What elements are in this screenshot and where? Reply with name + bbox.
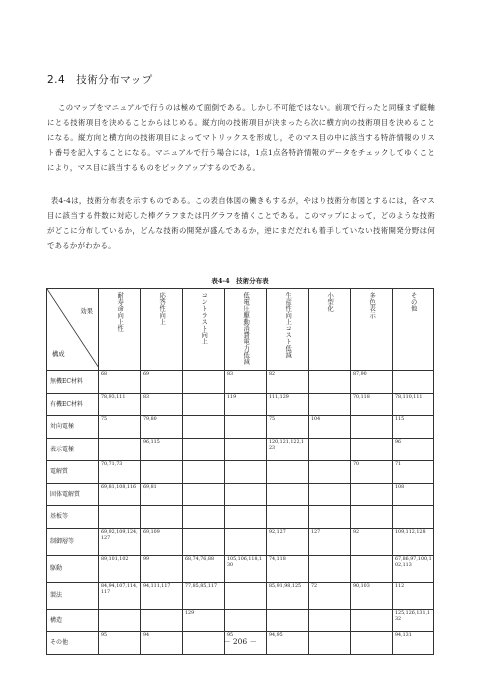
- table-cell: 92,127: [267, 528, 309, 555]
- table-cell: [141, 506, 183, 529]
- table-cell: [309, 555, 351, 582]
- table-cell: 94: [141, 632, 183, 655]
- table-cell: 74,118: [267, 555, 309, 582]
- table-cell: 95: [225, 632, 267, 655]
- table-cell: 69,81: [141, 483, 183, 506]
- table-cell: 68,74,76,88: [183, 555, 225, 582]
- table-cell: 89,101,102: [99, 555, 141, 582]
- table-cell: 83: [141, 393, 183, 416]
- column-header: [309, 289, 351, 371]
- table-cell: [351, 609, 393, 632]
- table-cell: [351, 483, 393, 506]
- table-row: [47, 506, 434, 529]
- table-cell: [183, 506, 225, 529]
- table-row: [47, 609, 434, 632]
- table-cell: 104: [309, 416, 351, 439]
- table-cell: [309, 371, 351, 394]
- table-cell: [225, 461, 267, 484]
- table-cell: 112: [393, 582, 434, 609]
- row-label: 対向電極: [47, 416, 99, 439]
- table-cell: 82: [267, 371, 309, 394]
- table-cell: [225, 528, 267, 555]
- table-cell: [267, 609, 309, 632]
- table-cell: 94,95: [267, 632, 309, 655]
- table-cell: [141, 609, 183, 632]
- table-header-row: [47, 289, 434, 371]
- column-header: [225, 289, 267, 371]
- table-cell: 69,81,108,116: [99, 483, 141, 506]
- table-cell: [183, 393, 225, 416]
- table-cell: 67,86,97,100,102,113: [393, 555, 434, 582]
- column-header-text: 低電圧駆動消費電力低減: [242, 292, 250, 365]
- table-row: [47, 461, 434, 484]
- table-cell: 75: [267, 416, 309, 439]
- row-label: 制御層等: [47, 528, 99, 555]
- table-cell: [141, 461, 183, 484]
- table-cell: [393, 506, 434, 529]
- table-cell: [99, 609, 141, 632]
- table-cell: [225, 582, 267, 609]
- table-cell: 129: [183, 609, 225, 632]
- table-cell: [183, 438, 225, 461]
- table-cell: 120,121,122,123: [267, 438, 309, 461]
- column-header-text: コントラスト向上: [200, 292, 208, 345]
- column-header: [141, 289, 183, 371]
- table-caption: 表4-4 技術分布表: [211, 277, 269, 285]
- table-cell: 119: [225, 393, 267, 416]
- table-cell: 109,112,128: [393, 528, 434, 555]
- table-cell: [309, 506, 351, 529]
- table-cell: 72: [309, 582, 351, 609]
- table-cell: [225, 438, 267, 461]
- row-label: 製法: [47, 582, 99, 609]
- table-row: [47, 555, 434, 582]
- table-cell: 96: [393, 438, 434, 461]
- table-cell: 85,91,98,125: [267, 582, 309, 609]
- table-corner-cell: [47, 289, 99, 371]
- table-cell: 90,103: [351, 582, 393, 609]
- table-cell: [309, 438, 351, 461]
- table-cell: 79,80: [141, 416, 183, 439]
- table-cell: 77,85,85,117: [183, 582, 225, 609]
- column-header: [267, 289, 309, 371]
- row-label: 有機EC材料: [47, 393, 99, 416]
- paragraph-text: 表4-4は，技術分布表を示すものである。この表自体図の働きもするが，やはり技術分布図とするには，各マス目に該当する件数に対応した棒グラフまたは円グラフを描くことである。このマップによって，どのような技術がどこに分布しているか，どんな技術の開発が盛んであるか，逆にまだだれも着手していない技術開発分野は何であるかがわかる。: [47, 196, 435, 250]
- page-number: － 206 －: [222, 637, 258, 646]
- table-cell: 94,111,117: [141, 582, 183, 609]
- column-header: [99, 289, 141, 371]
- table-cell: 95: [99, 632, 141, 655]
- table-cell: 71: [393, 461, 434, 484]
- row-label: 表示電極: [47, 438, 99, 461]
- table-cell: 69,92,109,124,127: [99, 528, 141, 555]
- column-header-text: 耐寿命向上性: [116, 292, 124, 332]
- table-cell: 83: [225, 371, 267, 394]
- table-cell: 105,106,118,130: [225, 555, 267, 582]
- column-header-text: 生産性向上コスト低減: [284, 292, 292, 358]
- row-label: 駆動: [47, 555, 99, 582]
- table-cell: 78,110,111: [393, 393, 434, 416]
- table-cell: 75: [99, 416, 141, 439]
- table-row: [47, 371, 434, 394]
- table-cell: 70: [351, 461, 393, 484]
- table-cell: 70,118: [351, 393, 393, 416]
- table-cell: [309, 483, 351, 506]
- table-cell: [225, 483, 267, 506]
- technology-distribution-table: [46, 288, 434, 655]
- body-paragraph-2: [47, 194, 435, 254]
- table-cell: 96,115: [141, 438, 183, 461]
- column-header: [393, 289, 434, 371]
- table-cell: 111,129: [267, 393, 309, 416]
- table-cell: [351, 416, 393, 439]
- table-cell: 69,109: [141, 528, 183, 555]
- table-cell: [225, 506, 267, 529]
- column-header-text: 多色表示: [368, 292, 376, 319]
- table-cell: [183, 483, 225, 506]
- table-cell: 84,94,107,114,117: [99, 582, 141, 609]
- table-cell: 78,93,111: [99, 393, 141, 416]
- table-cell: [267, 506, 309, 529]
- table-row: [47, 528, 434, 555]
- table-cell: 108: [393, 483, 434, 506]
- table-cell: 68: [99, 371, 141, 394]
- table-cell: [309, 461, 351, 484]
- row-label: 電解質: [47, 461, 99, 484]
- section-title: 2.4 技術分布マップ: [47, 74, 153, 86]
- column-header: [183, 289, 225, 371]
- row-label: 固体電解質: [47, 483, 99, 506]
- table-cell: [183, 461, 225, 484]
- column-header-text: 応答性向上: [158, 292, 166, 325]
- table-cell: 92: [351, 528, 393, 555]
- table-cell: [309, 393, 351, 416]
- table-cell: 99: [141, 555, 183, 582]
- corner-effect-label: 効果: [80, 308, 93, 315]
- table-cell: [225, 609, 267, 632]
- table-cell: [225, 416, 267, 439]
- table-cell: [351, 506, 393, 529]
- row-label: 基板等: [47, 506, 99, 529]
- table-cell: [99, 506, 141, 529]
- table-row: [47, 582, 434, 609]
- row-label: その他: [47, 632, 99, 655]
- table-cell: 125,126,131,132: [393, 609, 434, 632]
- corner-structure-label: 構成: [52, 350, 65, 358]
- table-row: [47, 416, 434, 439]
- paragraph-text: このマップをマニュアルで行うのは極めて面倒である。しかし不可能ではない。前項で行ったと同様まず縦軸にとる技術項目を決めることからはじめる。縦方向の技術項目が決まったら次に横方向の技術項目を決めることになる。縦方向と横方向の技術項目によってマトリックスを形成し，そのマス目の中に該当する特許情報のリスト番号を記入することになる。マニュアルで行う場合には，1点1点各特許情報のデータをチェックしてゆくことにより，マス目に該当するものをピックアップするのである。: [47, 103, 435, 172]
- table-cell: [393, 371, 434, 394]
- table-cell: [351, 438, 393, 461]
- table-cell: 70,71,73: [99, 461, 141, 484]
- table-row: [47, 393, 434, 416]
- table-cell: [183, 371, 225, 394]
- table-cell: [267, 461, 309, 484]
- table-cell: 87,90: [351, 371, 393, 394]
- table-cell: 127: [309, 528, 351, 555]
- table-cell: [183, 528, 225, 555]
- table-cell: [183, 416, 225, 439]
- table-row: [47, 483, 434, 506]
- table-cell: 94,131: [393, 632, 434, 655]
- table-row: [47, 438, 434, 461]
- table-cell: 115: [393, 416, 434, 439]
- column-header: [351, 289, 393, 371]
- table-cell: [267, 483, 309, 506]
- row-label: 無機EC材料: [47, 371, 99, 394]
- column-header-text: その他: [409, 292, 417, 312]
- body-paragraph-1: [47, 101, 435, 176]
- column-header-text: 小型化: [326, 292, 334, 312]
- table-cell: [309, 609, 351, 632]
- table-cell: [351, 555, 393, 582]
- table-cell: [99, 438, 141, 461]
- table-cell: 69: [141, 371, 183, 394]
- row-label: 構造: [47, 609, 99, 632]
